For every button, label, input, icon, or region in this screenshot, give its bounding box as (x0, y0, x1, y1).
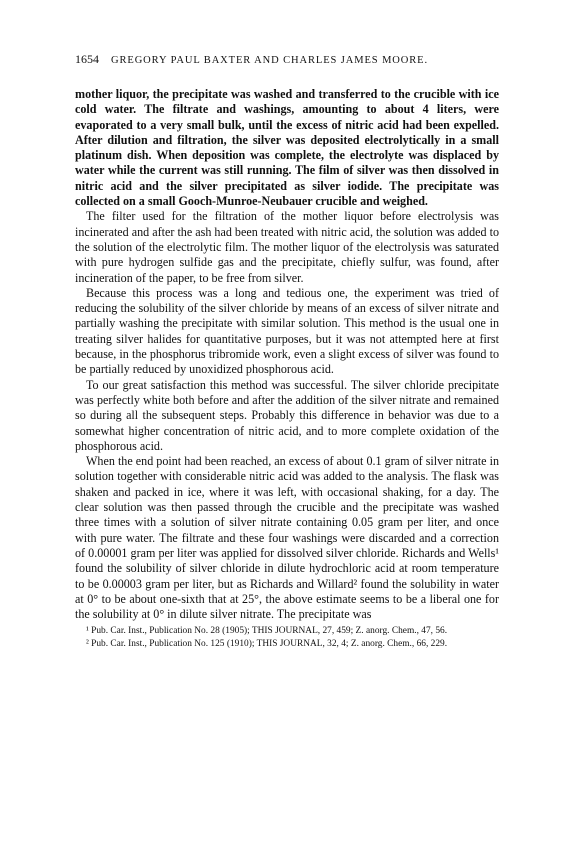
paragraph-4: To our great satisfaction this method was successful. The silver chloride precipitate was perfectly white both before and after the addition of the silver nitrate and remained so during all the subsequent steps. Probably this difference in behavior was due to a somewhat higher concentration of nitric acid, and to more complete oxidation of the phosphorous acid. (75, 377, 499, 453)
page-number: 1654 (75, 52, 99, 66)
footnotes (75, 625, 499, 650)
running-title: GREGORY PAUL BAXTER AND CHARLES JAMES MOORE. (111, 55, 429, 66)
paragraph-2: The filter used for the filtration of the mother liquor before electrolysis was incinerated and after the ash had been treated with nitric acid, the solution was added to the solution of the electrolytic film. The mother liquor of the electrolysis was saturated with pure hydrogen sulfide gas and the precipitate, chiefly sulfur, was found, after incineration of the paper, to be free from silver. (75, 209, 499, 285)
footnote-1: ¹ Pub. Car. Inst., Publication No. 28 (1905); THIS JOURNAL, 27, 459; Z. anorg. Chem., 47, 56. (86, 626, 448, 637)
paragraph-3: Because this process was a long and tedious one, the experiment was tried of reducing the solubility of the silver chloride by means of an excess of silver nitrate and partially washing the precipitate with similar solution. This method is the usual one in treating silver halides for quantitative purposes, but it was not attempted here at first because, in the phosphorus tribromide work, even a slight excess of silver was found to be partially reduced by unoxidized phosphorous acid. (75, 285, 499, 377)
paragraph-1: mother liquor, the precipitate was washed and transferred to the crucible with ice cold water. The filtrate and washings, amounting to about 4 liters, were evaporated to a very small bulk, until the excess of nitric acid had been expelled. After dilution and filtration, the silver was deposited electrolytically in a small platinum dish. When deposition was complete, the electrolyte was displaced by water while the current was still running. The film of silver was then dissolved in nitric acid and the silver precipitated as silver iodide. The precipitate was collected on a small Gooch-Munroe-Neubauer crucible and weighed. (75, 87, 499, 209)
document-page (75, 52, 499, 650)
running-header (75, 52, 499, 66)
footnote-2: ² Pub. Car. Inst., Publication No. 125 (1910); THIS JOURNAL, 32, 4; Z. anorg. Chem., 66, 229. (86, 638, 448, 649)
paragraph-5: When the end point had been reached, an excess of about 0.1 gram of silver nitrate in solution together with considerable nitric acid was added to the analysis. The flask was shaken and packed in ice, where it was left, with occasional shaking, for a day. The clear solution was then passed through the crucible and the precipitate was washed three times with a solution of silver nitrate containing 0.05 gram per liter, and once with pure water. The filtrate and these four washings were discarded and a correction of 0.00001 gram per liter was applied for dissolved silver chloride. Richards and Wells¹ found the solubility of silver chloride in dilute hydrochloric acid at room temperature to be 0.00003 gram per liter, but as Richards and Willard² found the solubility in water at 0° to be about one-sixth that at 25°, the above estimate seems to be a liberal one for the solubility at 0° in dilute silver nitrate. The precipitate was (75, 454, 499, 622)
